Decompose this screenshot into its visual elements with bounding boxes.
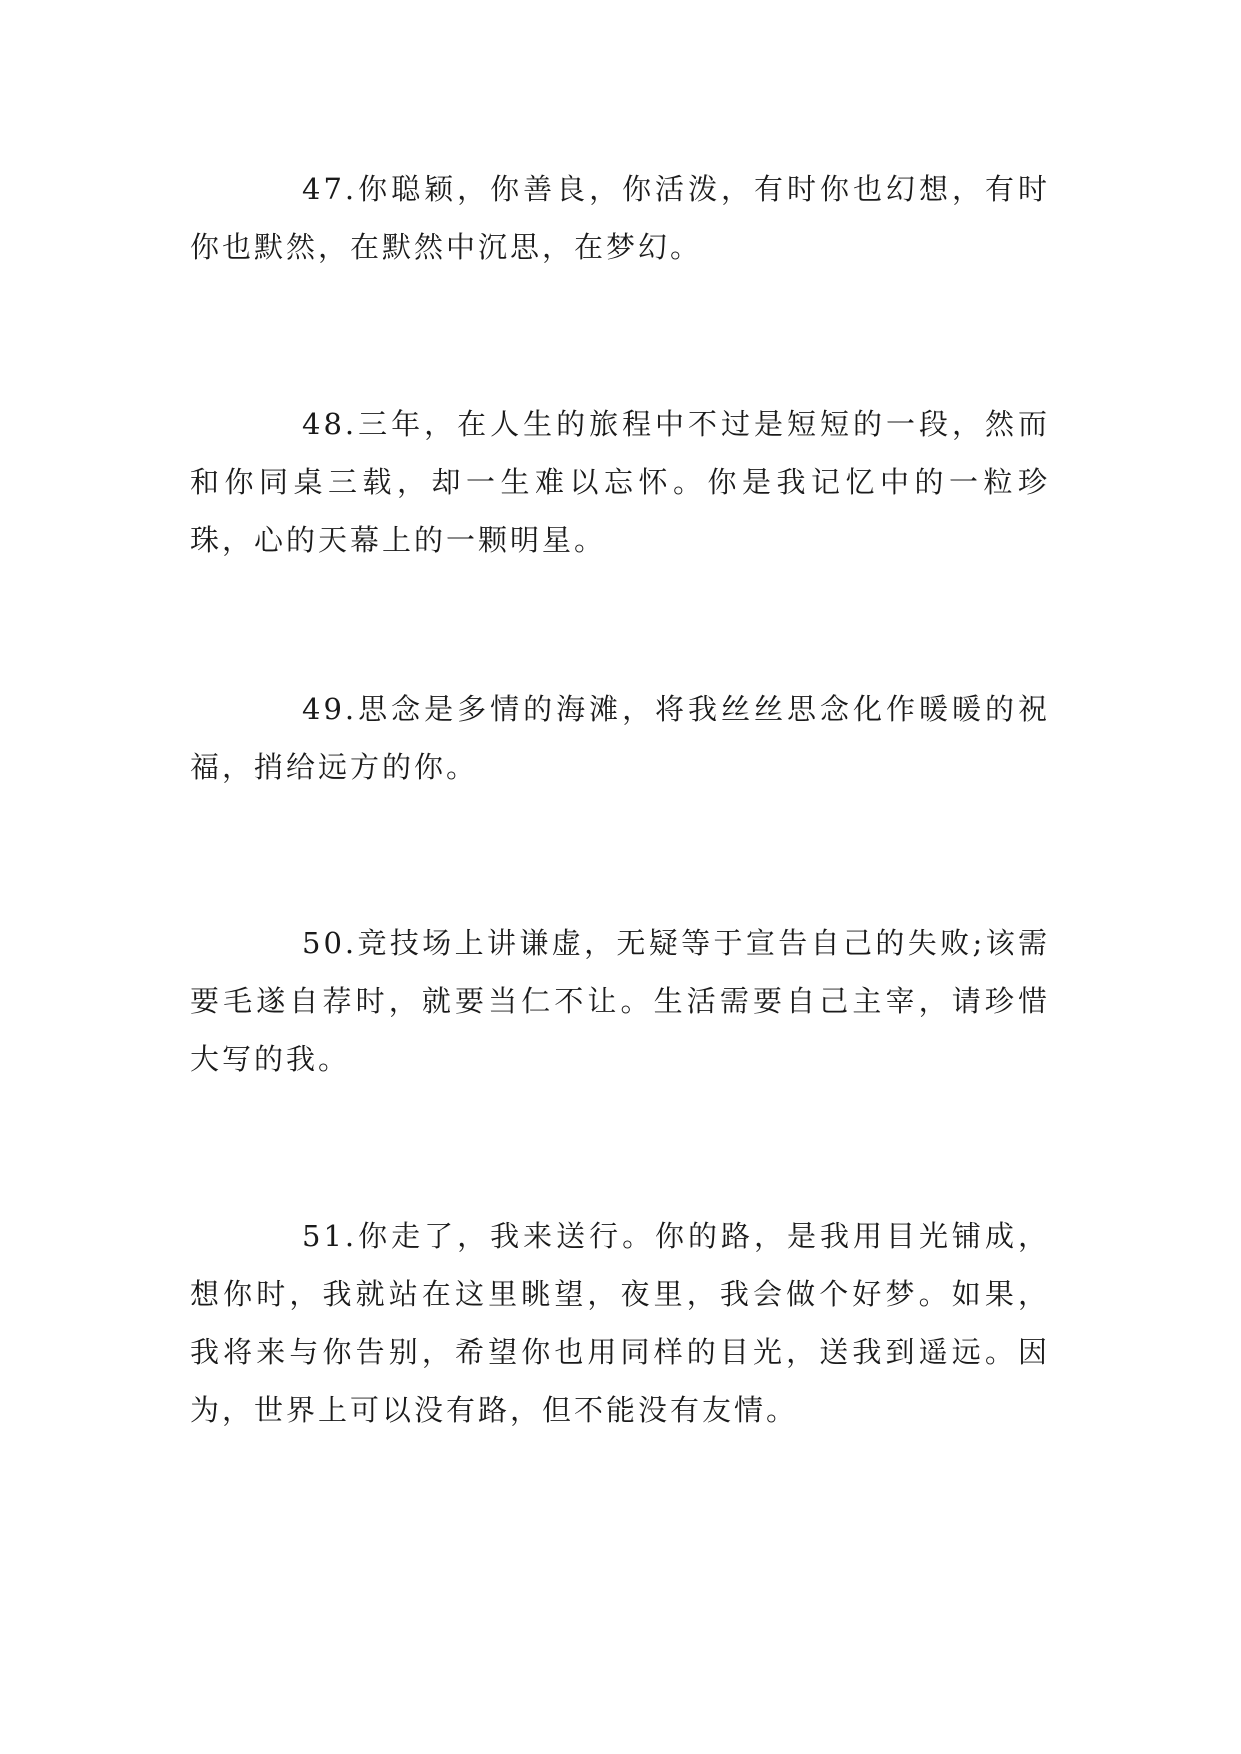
paragraph-51: 51.你走了，我来送行。你的路，是我用目光铺成，想你时，我就站在这里眺望，夜里，我会做个好梦。如果，我将来与你告别，希望你也用同样的目光，送我到遥远。因为，世界上可以没有路，但不能没有友情。 <box>190 1219 1050 1427</box>
paragraph-47: 47.你聪颖，你善良，你活泼，有时你也幻想，有时你也默然，在默然中沉思，在梦幻。 <box>190 172 1050 264</box>
paragraph-50: 50.竞技场上讲谦虚，无疑等于宣告自己的失败;该需要毛遂自荐时，就要当仁不让。生活需要自己主宰，请珍惜大写的我。 <box>190 926 1050 1076</box>
paragraph-48: 48.三年，在人生的旅程中不过是短短的一段，然而和你同桌三载，却一生难以忘怀。你是我记忆中的一粒珍珠，心的天幕上的一颗明星。 <box>190 407 1050 557</box>
paragraph-49: 49.思念是多情的海滩，将我丝丝思念化作暖暖的祝福，捎给远方的你。 <box>190 692 1050 784</box>
